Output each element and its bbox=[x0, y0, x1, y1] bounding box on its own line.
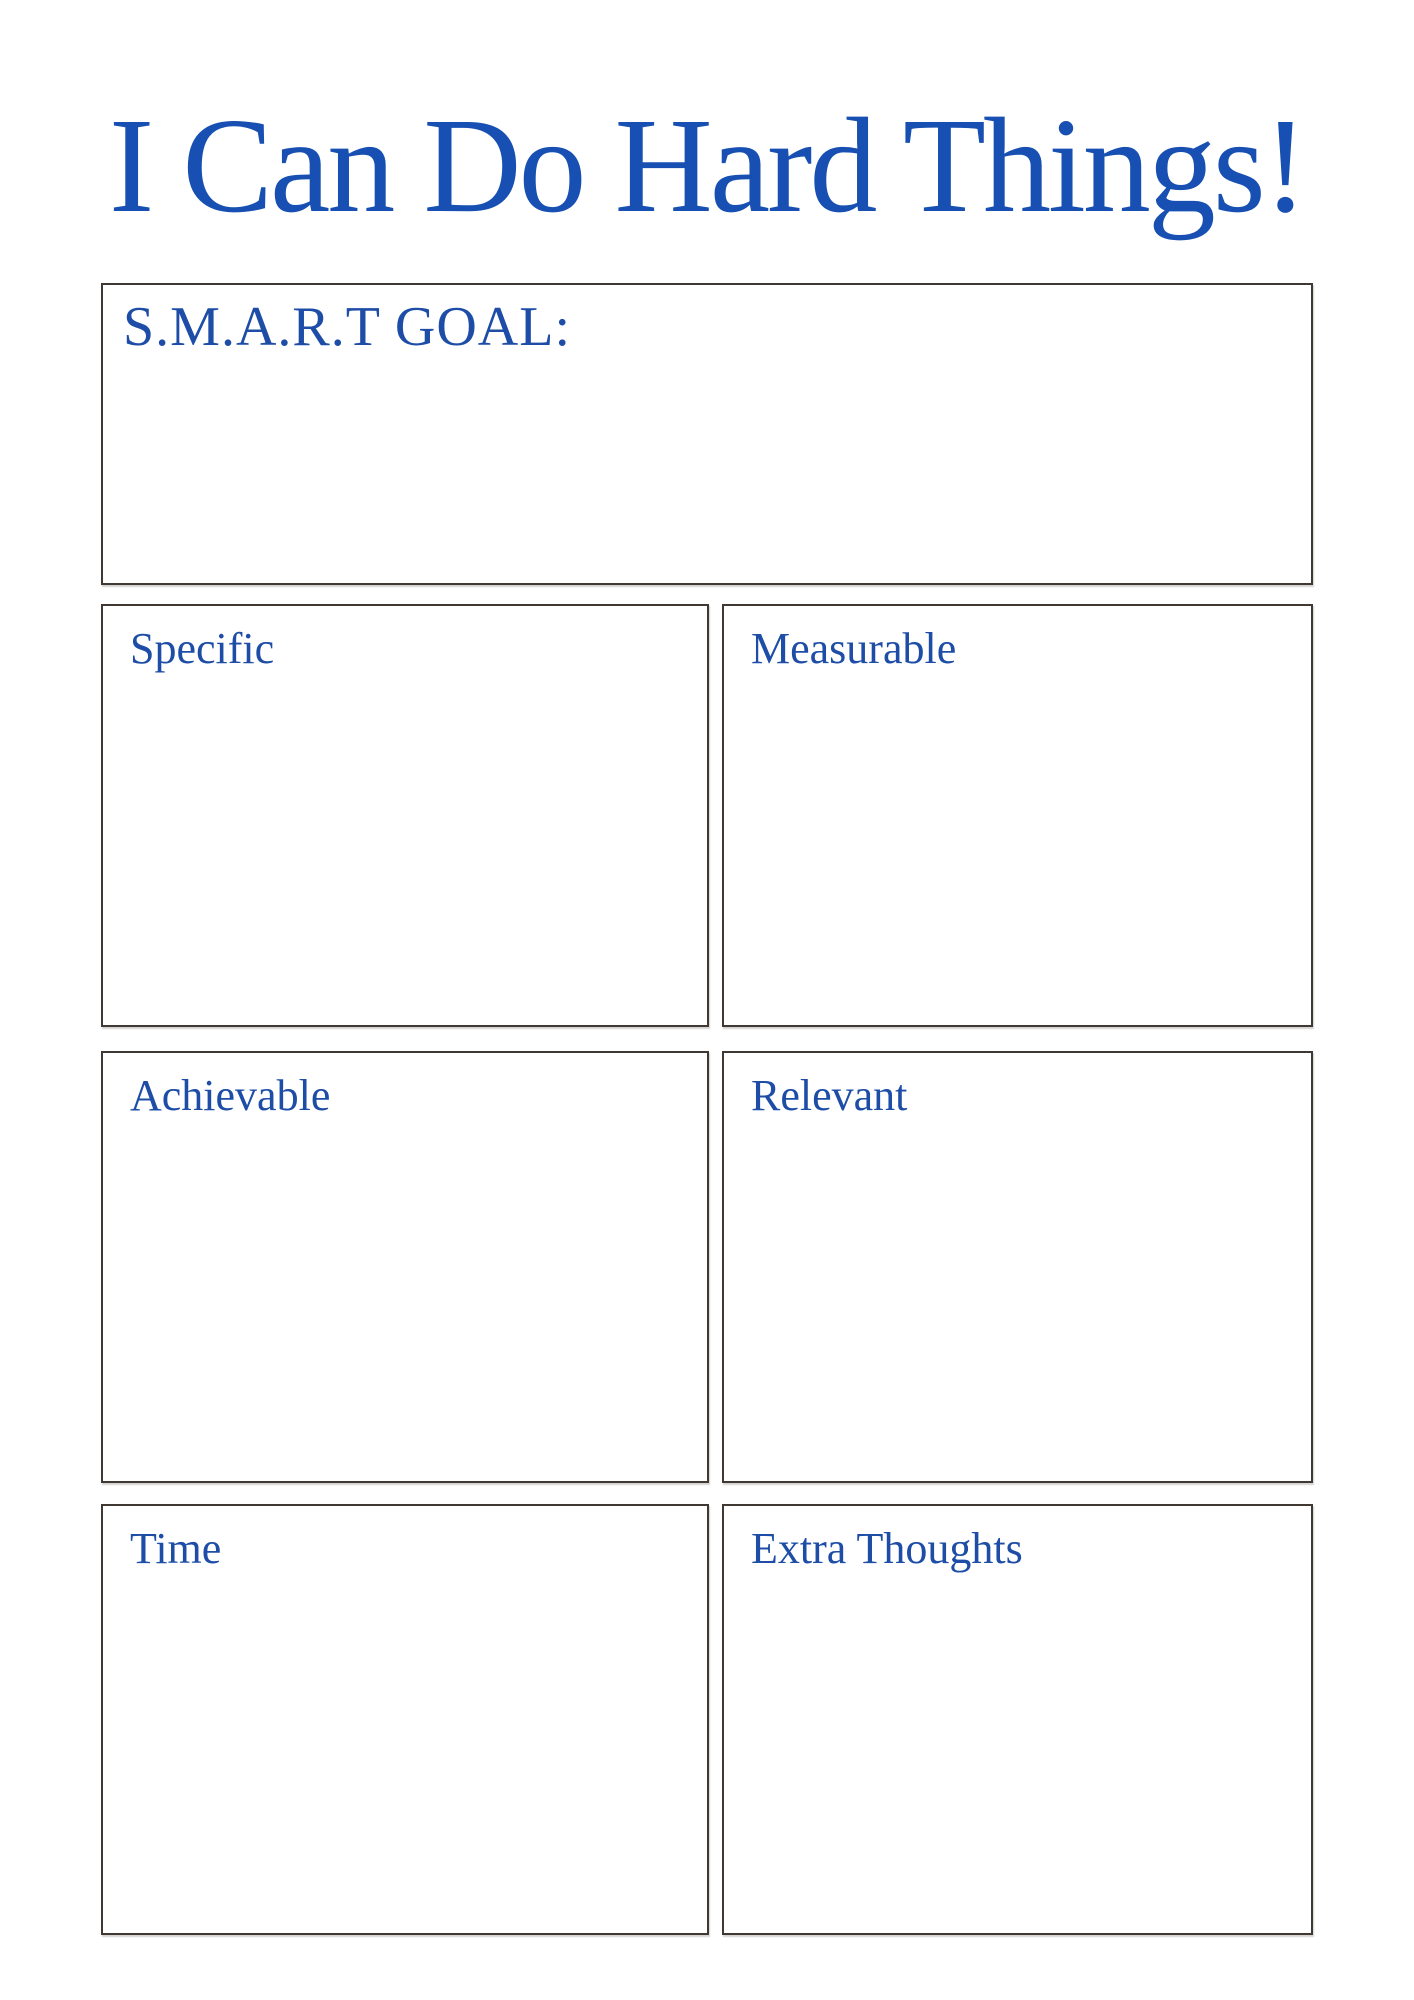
specific-box bbox=[101, 604, 709, 1027]
time-box bbox=[101, 1504, 709, 1935]
measurable-write-area[interactable] bbox=[724, 675, 1311, 1025]
achievable-label: Achievable bbox=[130, 1071, 331, 1120]
time-label: Time bbox=[130, 1524, 222, 1573]
smart-goal-write-area[interactable] bbox=[103, 359, 1311, 583]
page-title: I Can Do Hard Things! bbox=[108, 91, 1306, 241]
specific-label: Specific bbox=[130, 624, 275, 673]
extra-thoughts-write-area[interactable] bbox=[724, 1575, 1311, 1933]
achievable-box bbox=[101, 1051, 709, 1483]
relevant-label: Relevant bbox=[751, 1071, 908, 1120]
time-write-area[interactable] bbox=[103, 1575, 707, 1933]
extra-thoughts-box bbox=[722, 1504, 1313, 1935]
specific-write-area[interactable] bbox=[103, 675, 707, 1025]
smart-goal-box bbox=[101, 283, 1313, 585]
smart-goal-label: S.M.A.R.T GOAL: bbox=[123, 296, 572, 358]
measurable-box bbox=[722, 604, 1313, 1027]
relevant-box bbox=[722, 1051, 1313, 1483]
measurable-label: Measurable bbox=[751, 624, 957, 673]
extra-thoughts-label: Extra Thoughts bbox=[751, 1524, 1023, 1573]
achievable-write-area[interactable] bbox=[103, 1122, 707, 1481]
relevant-write-area[interactable] bbox=[724, 1122, 1311, 1481]
